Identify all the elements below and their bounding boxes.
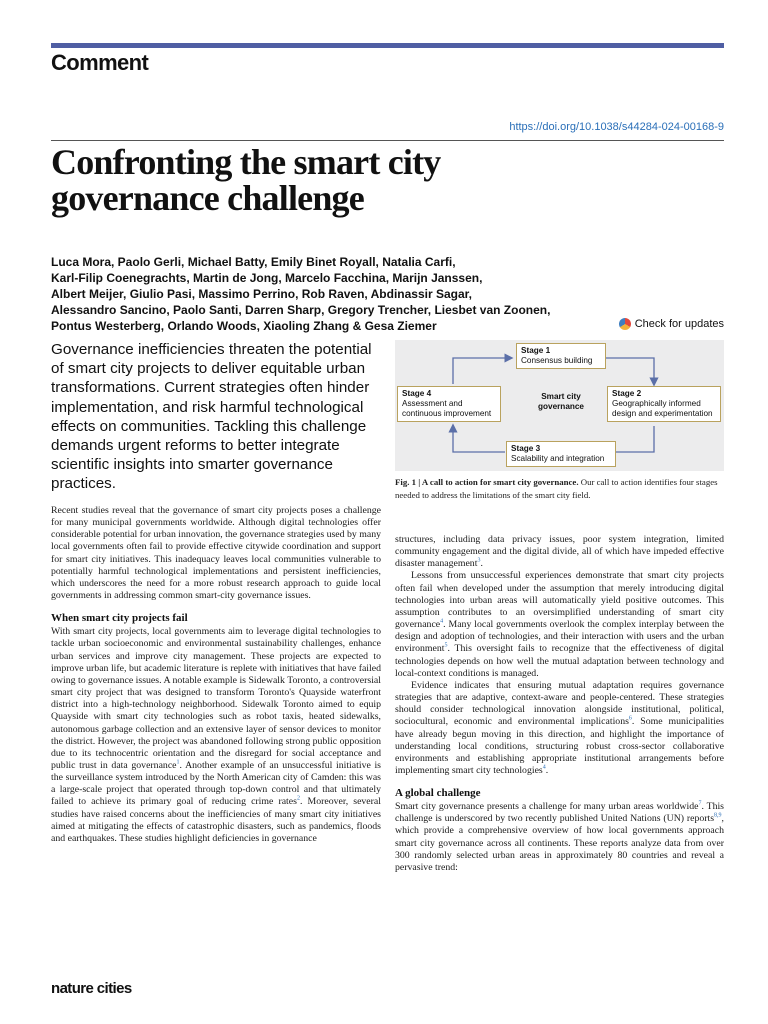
title-line: governance challenge [51,178,364,218]
stage-text: Consensus building [521,356,593,365]
citation-ref[interactable]: 4 [542,764,546,771]
author-line: Albert Meijer, Giulio Pasi, Massimo Perrino, Rob Raven, Abdinassir Sagar, [51,287,473,301]
section-heading: A global challenge [395,787,481,800]
paragraph-text: structures, including data privacy issues, poor system integration, limited community engagement and the digital divide, all of which have impeded effective disaster management [395,534,724,570]
paragraph-text: . Moreover, several studies have raised concerns about the inefficiencies of many smart city initiatives aimed at mitigating the effects of catastrophic disasters, such as pandemics, floods and earthquakes. These studies highlight deficiencies in governance [51,796,381,844]
arrow-stage1-to-stage2 [606,358,654,384]
standfirst: Governance inefficiencies threaten the potential of smart city projects to deliver equitable urban transformations. Current strategies often hinder implementation, and risk harmful technological effects on communities. Tackling this challenge demands urgent reforms to better integrate scientific insights into smarter governance practices. [51,341,372,493]
citation-ref[interactable]: 5 [444,643,448,650]
article-title [51,144,611,216]
header-divider [51,140,724,141]
check-for-updates-label: Check for updates [634,318,724,330]
citation-ref[interactable]: 6 [628,716,632,723]
figure-caption [395,476,724,501]
stage-1-box [516,343,606,369]
paragraph-text: . Some municipalities have already begun moving in this direction, and highlight the importance of understanding local conditions, structuring robust cross-sector collaborative environments and establishing appropriate institutional arrangements before implementing smart city technologies [395,716,724,776]
header-accent-bar [51,43,724,48]
stage-3-box [506,441,616,467]
paragraph-text: . This challenge is underscored by two recently published United Nations (UN) reports [395,801,724,825]
body-paragraph [395,534,724,570]
citation-ref[interactable]: 2 [296,796,300,803]
stage-title: Stage 1 [521,346,551,355]
stage-text: Geographically informed design and experimentation [612,399,713,418]
citation-ref[interactable]: 8,9 [714,813,722,820]
stage-title: Stage 3 [511,444,541,453]
stage-title: Stage 4 [402,389,432,398]
citation-ref[interactable]: 7 [698,800,702,807]
paragraph-text: . Many local governments overlook the complex interplay between the design and adoption of technologies, and their interaction with users and the urban environment [395,619,724,655]
author-line: Luca Mora, Paolo Gerli, Michael Batty, Emily Binet Royall, Natalia Carfi, [51,255,456,269]
paragraph-text: Lessons from unsuccessful experiences demonstrate that smart city projects often fail when developed under the assumption that merely introducing digital technologies into urban areas will automatically yield positive outcomes. This assumption contributes to an oversimplified understanding of smart city governance [395,570,724,631]
citation-ref[interactable]: 3 [477,558,481,565]
paragraph-text: . [545,764,549,776]
journal-footer-logo: nature cities [51,980,132,997]
body-paragraph [395,570,724,679]
paragraph-text: . Another example of an unsuccessful initiative is the surveillance system introduced by the North American city of Camden: this was a large-scale project that operated through top-down control and that ultimately failed to achieve its primary goal of reducing crime rates [51,759,381,808]
body-column-right [395,534,724,874]
section-label: Comment [51,50,149,75]
section-heading: When smart city projects fail [51,612,188,625]
author-list [51,254,611,334]
caption-text: Our call to action identifies four stages needed to address the limitations of the smart city field. [395,477,718,500]
body-paragraph [51,626,381,845]
crossmark-icon [619,318,631,330]
author-line: Pontus Westerberg, Orlando Woods, Xiaoling Zhang & Gesa Ziemer [51,319,437,333]
stage-4-box [397,386,501,422]
paragraph-text: , which provide a comprehensive overview of how local governments approach smart city governance across all continents. These reports analyze data from over 300 randomly selected urban areas in approximately 80 countries and reveal a pervasive trend: [395,813,724,873]
arrow-stage4-to-stage1 [453,358,511,384]
paragraph-text: Smart city governance presents a challenge for many urban areas worldwide [395,801,699,813]
body-column-left [51,505,381,845]
stage-title: Stage 2 [612,389,642,398]
paragraph-text: . [480,558,483,570]
figure-1 [395,340,724,471]
body-paragraph [395,801,724,874]
check-for-updates-button[interactable] [619,318,724,330]
paragraph-text: Evidence indicates that ensuring mutual adaptation requires governance strategies that are adaptive, context-aware and people-centered. These strategies should consider technological innovation alongside institutional, political, sociocultural, economic and environmental implications [395,679,724,728]
caption-title: Fig. 1 | A call to action for smart city governance. [395,477,579,487]
paragraph-text: . This oversight fails to recognize that the effectiveness of digital technologies depends on how well the mutual adaptation between technology and local-context conditions is managed. [395,643,724,679]
author-line: Alessandro Sancino, Paolo Santi, Darren Sharp, Gregory Trencher, Liesbet van Zoonen, [51,303,551,317]
doi-link[interactable]: https://doi.org/10.1038/s44284-024-00168-9 [509,121,724,133]
stage-text: Scalability and integration [511,454,605,463]
stage-2-box [607,386,721,422]
citation-ref[interactable]: 4 [440,618,444,625]
author-line: Karl-Filip Coenegrachts, Martin de Jong, Marcelo Facchina, Marijn Janssen, [51,271,483,285]
intro-paragraph: Recent studies reveal that the governance of smart city projects poses a challenge for many municipal governments worldwide. Although digital technologies offer considerable potential for urban innovation, the governance strategies used by many local governments often fail to provide effective citywide coordination and support for smart city initiatives. This inadequacy leaves local communities vulnerable to potentially harmful technological implementations and persistent inefficiencies, which underscores the need for a more robust research approach to guide local governments in addressing common smart-city governance issues. [51,505,381,602]
citation-ref[interactable]: 1 [176,759,180,766]
title-line: Confronting the smart city [51,142,441,182]
diagram-center-label: Smart city governance [538,392,584,411]
arrow-stage3-to-stage4 [453,426,505,452]
body-paragraph [395,680,724,777]
paragraph-text: With smart city projects, local governments aim to leverage digital technologies to tackle urban socioeconomic and environmental sustainability challenges, enhance urban services and improve city management. These projects are expected to improve urban life, but academic literature is replete with initiatives that have failed owing to governance issues. A notable example is Sidewalk Toronto, a controversial smart city project that was designed to transform Toronto's Quayside waterfront district into a high-technology neighborhood. Sidewalk Toronto aimed to equip Quayside with smart city technologies such as robot taxis, heated sidewalks, autonomous garbage collection and an extensive layer of sensor devices to monitor the district. However, the project was abandoned following strong public opposition due to its technocentric orientation and the disregard for social acceptance and public trust in data governance [51,626,381,771]
stage-text: Assessment and continuous improvement [402,399,492,418]
